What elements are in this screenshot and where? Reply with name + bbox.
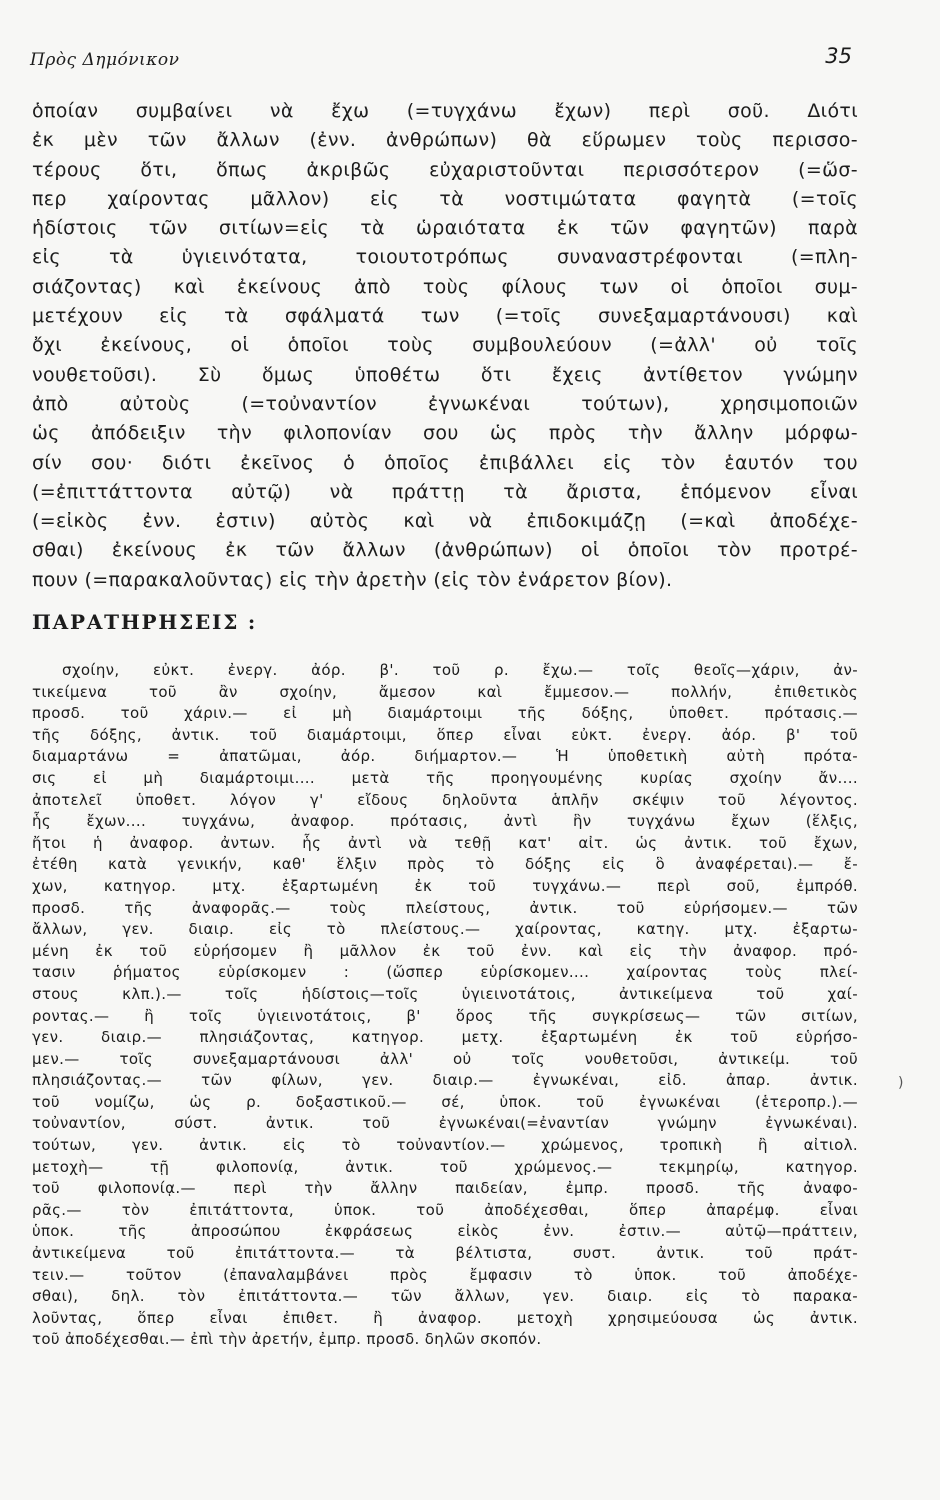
note-line: πλησιάζοντας.— τῶν φίλων, γεν. διαιρ.— ἐγνωκέναι, εἰδ. ἀπαρ. ἀντικ.	[32, 1071, 858, 1090]
section-heading: ΠΑΡΑΤΗΡΗΣΕΙΣ :	[32, 610, 258, 634]
text-line: μετέχουν εἰς τὰ σφάλματά των (=τοῖς συνεξαμαρτάνουσι) καὶ	[32, 305, 858, 328]
text-line: εἰς τὰ ὑγιεινότατα, τοιουτοτρόπως συναναστρέφονται (=πλη-	[32, 246, 858, 269]
note-line: στους κλπ.).— τοῖς ἡδίστοις—τοῖς ὑγιεινοτάτοις, ἀντικείμενα τοῦ χαί-	[32, 984, 858, 1003]
text-line: ἀπὸ αὐτοὺς (=τοὐναντίον ἐγνωκέναι τούτων), χρησιμοποιῶν	[32, 392, 858, 415]
note-line: ροντας.— ἢ τοῖς ὑγιεινοτάτοις, β' ὅρος τῆς συγκρίσεως— τῶν σιτίων,	[32, 1006, 858, 1025]
page-number: 35	[825, 44, 852, 68]
text-line: ὡς ἀπόδειξιν τὴν φιλοπονίαν σου ὡς πρὸς τὴν ἄλλην μόρφω-	[32, 422, 858, 445]
note-line: ἄλλων, γεν. διαιρ. εἰς τὸ πλείστους.— χαίροντας, κατηγ. μτχ. ἐξαρτω-	[32, 920, 858, 939]
text-line: νουθετοῦσι). Σὺ ὅμως ὑποθέτω ὅτι ἔχεις ἀντίθετον γνώμην	[32, 363, 858, 386]
note-line: ἧς ἔχων.... τυγχάνω, ἀναφορ. πρότασις, ἀντὶ ἣν τυγχάνω ἔχων (ἕλξις,	[32, 812, 858, 831]
note-line: τοὐναντίον, σύστ. ἀντικ. τοῦ ἐγνωκέναι(=ἐναντίαν γνώμην ἐγνωκέναι).	[32, 1114, 858, 1133]
note-line: τασιν ῥήματος εὑρίσκομεν : (ὥσπερ εὑρίσκομεν.... χαίροντας τοὺς πλεί-	[32, 963, 858, 982]
note-line: τειν.— τοῦτον (ἐπαναλαμβάνει πρὸς ἔμφασιν τὸ ὑποκ. τοῦ ἀποδέχε-	[32, 1265, 858, 1284]
text-line: πουν (=παρακαλοῦντας) εἰς τὴν ἀρετὴν (εἰς τὸν ἐνάρετον βίον).	[32, 568, 673, 591]
note-line: τοῦ ἀποδέχεσθαι.— ἐπὶ τὴν ἀρετήν, ἐμπρ. προσδ. δηλῶν σκοπόν.	[32, 1330, 542, 1349]
note-line: ὑποκ. τῆς ἀπροσώπου ἐκφράσεως εἰκὸς ἐνν. ἐστιν.— αὐτῷ—πράττειν,	[32, 1222, 858, 1241]
note-line: ρᾶς.— τὸν ἐπιτάττοντα, ὑποκ. τοῦ ἀποδέχεσθαι, ὅπερ ἀπαρέμφ. εἶναι	[32, 1200, 858, 1219]
note-line: μετοχὴ— τῇ φιλοπονίᾳ, ἀντικ. τοῦ χρώμενος.— τεκμηρίῳ, κατηγορ.	[32, 1157, 858, 1176]
text-line: (=εἰκὸς ἐνν. ἐστιν) αὐτὸς καὶ νὰ ἐπιδοκιμάζῃ (=καὶ ἀποδέχε-	[32, 510, 858, 533]
note-line: προσδ. τῆς ἀναφορᾶς.— τοὺς πλείστους, ἀντικ. τοῦ εὑρήσομεν.— τῶν	[32, 898, 858, 917]
running-head: Πρὸς Δημόνικον	[30, 50, 180, 70]
main-text	[32, 97, 858, 595]
text-line: ἐκ μὲν τῶν ἄλλων (ἐνν. ἀνθρώπων) θὰ εὕρωμεν τοὺς περισσο-	[32, 129, 858, 152]
note-line: σθαι), δηλ. τὸν ἐπιτάττοντα.— τῶν ἄλλων, γεν. διαιρ. εἰς τὸ παρακα-	[32, 1287, 858, 1306]
note-line: χων, κατηγορ. μτχ. ἐξαρτωμένη ἐκ τοῦ τυγχάνω.— περὶ σοῦ, ἐμπρόθ.	[32, 876, 858, 895]
note-line: σις εἰ μὴ διαμάρτοιμι.... μετὰ τῆς προηγουμένης κυρίας σχοίην ἄν....	[32, 768, 858, 787]
note-line: μεν.— τοῖς συνεξαμαρτάνουσι ἀλλ' οὐ τοῖς νουθετοῦσι, ἀντικείμ. τοῦ	[32, 1049, 858, 1068]
text-line: σιάζοντας) καὶ ἐκείνους ἀπὸ τοὺς φίλους των οἱ ὁποῖοι συμ-	[32, 275, 858, 298]
note-line: τοῦ φιλοπονίᾳ.— περὶ τὴν ἄλλην παιδείαν, ἐμπρ. προσδ. τῆς ἀναφο-	[32, 1179, 858, 1198]
text-line: (=ἐπιττάττοντα αὐτῷ) νὰ πράττῃ τὰ ἄριστα, ἑπόμενον εἶναι	[32, 480, 858, 503]
note-line: σχοίην, εὐκτ. ἐνεργ. ἀόρ. β'. τοῦ ρ. ἔχω.— τοῖς θεοῖς—χάριν, ἀν-	[62, 661, 858, 679]
note-line: λοῦντας, ὅπερ εἶναι ἐπιθετ. ἢ ἀναφορ. μετοχὴ χρησιμεύουσα ὡς ἀντικ.	[32, 1308, 858, 1327]
note-line: ἀντικείμενα τοῦ ἐπιτάττοντα.— τὰ βέλτιστα, συστ. ἀντικ. τοῦ πράτ-	[32, 1244, 858, 1263]
page-header	[30, 44, 852, 76]
margin-mark: )	[898, 1075, 904, 1091]
text-line: ὄχι ἐκείνους, οἱ ὁποῖοι τοὺς συμβουλεύουν (=ἀλλ' οὐ τοῖς	[32, 334, 858, 357]
note-line: διαμαρτάνω = ἀπατῶμαι, ἀόρ. διήμαρτον.— Ἡ ὑποθετικὴ αὐτὴ πρότα-	[32, 747, 858, 766]
note-line: προσδ. τοῦ χάριν.— εἰ μὴ διαμάρτοιμι τῆς δόξης, ὑποθετ. πρότασις.—	[32, 704, 858, 723]
note-line: τῆς δόξης, ἀντικ. τοῦ διαμάρτοιμι, ὅπερ εἶναι εὐκτ. ἐνεργ. ἀόρ. β' τοῦ	[32, 725, 858, 744]
text-line: τέρους ὅτι, ὅπως ἀκριβῶς εὐχαριστοῦνται περισσότερον (=ὥσ-	[32, 158, 858, 181]
text-line: ὁποίαν συμβαίνει νὰ ἔχω (=τυγχάνω ἔχων) περὶ σοῦ. Διότι	[32, 100, 858, 122]
notes-text	[32, 660, 858, 1351]
note-line: μένη ἐκ τοῦ εὑρήσομεν ἢ μᾶλλον ἐκ τοῦ ἐνν. καὶ εἰς τὴν ἀναφορ. πρό-	[32, 941, 858, 960]
note-line: γεν. διαιρ.— πλησιάζοντας, κατηγορ. μετχ. ἐξαρτωμένη ἐκ τοῦ εὑρήσο-	[32, 1028, 858, 1047]
text-line: σθαι) ἐκείνους ἐκ τῶν ἄλλων (ἀνθρώπων) οἱ ὁποῖοι τὸν προτρέ-	[32, 539, 858, 562]
text-line: περ χαίροντας μᾶλλον) εἰς τὰ νοστιμώτατα φαγητὰ (=τοῖς	[32, 187, 858, 210]
text-line: σίν σου· διότι ἐκεῖνος ὁ ὁποῖος ἐπιβάλλει εἰς τὸν ἑαυτόν του	[32, 451, 858, 474]
text-line: ἡδίστοις τῶν σιτίων=εἰς τὰ ὡραιότατα ἐκ τῶν φαγητῶν) παρὰ	[32, 217, 858, 240]
note-line: ἤτοι ἡ ἀναφορ. ἀντων. ἧς ἀντὶ νὰ τεθῇ κατ' αἰτ. ὡς ἀντικ. τοῦ ἔχων,	[32, 833, 858, 852]
note-line: ἐτέθη κατὰ γενικήν, καθ' ἕλξιν πρὸς τὸ δόξης εἰς ὃ ἀναφέρεται).— ἔ-	[32, 855, 858, 874]
note-line: τούτων, γεν. ἀντικ. εἰς τὸ τοὐναντίον.— χρώμενος, τροπικὴ ἢ αἰτιολ.	[32, 1136, 858, 1155]
note-line: ἀποτελεῖ ὑποθετ. λόγον γ' εἴδους δηλοῦντα ἁπλῆν σκέψιν τοῦ λέγοντος.	[32, 790, 858, 809]
note-line: τοῦ νομίζω, ὡς ρ. δοξαστικοῦ.— σέ, ὑποκ. τοῦ ἐγνωκέναι (ἑτεροπρ.).—	[32, 1092, 858, 1111]
note-line: τικείμενα τοῦ ἂν σχοίην, ἄμεσον καὶ ἔμμεσον.— πολλήν, ἐπιθετικὸς	[32, 682, 858, 701]
